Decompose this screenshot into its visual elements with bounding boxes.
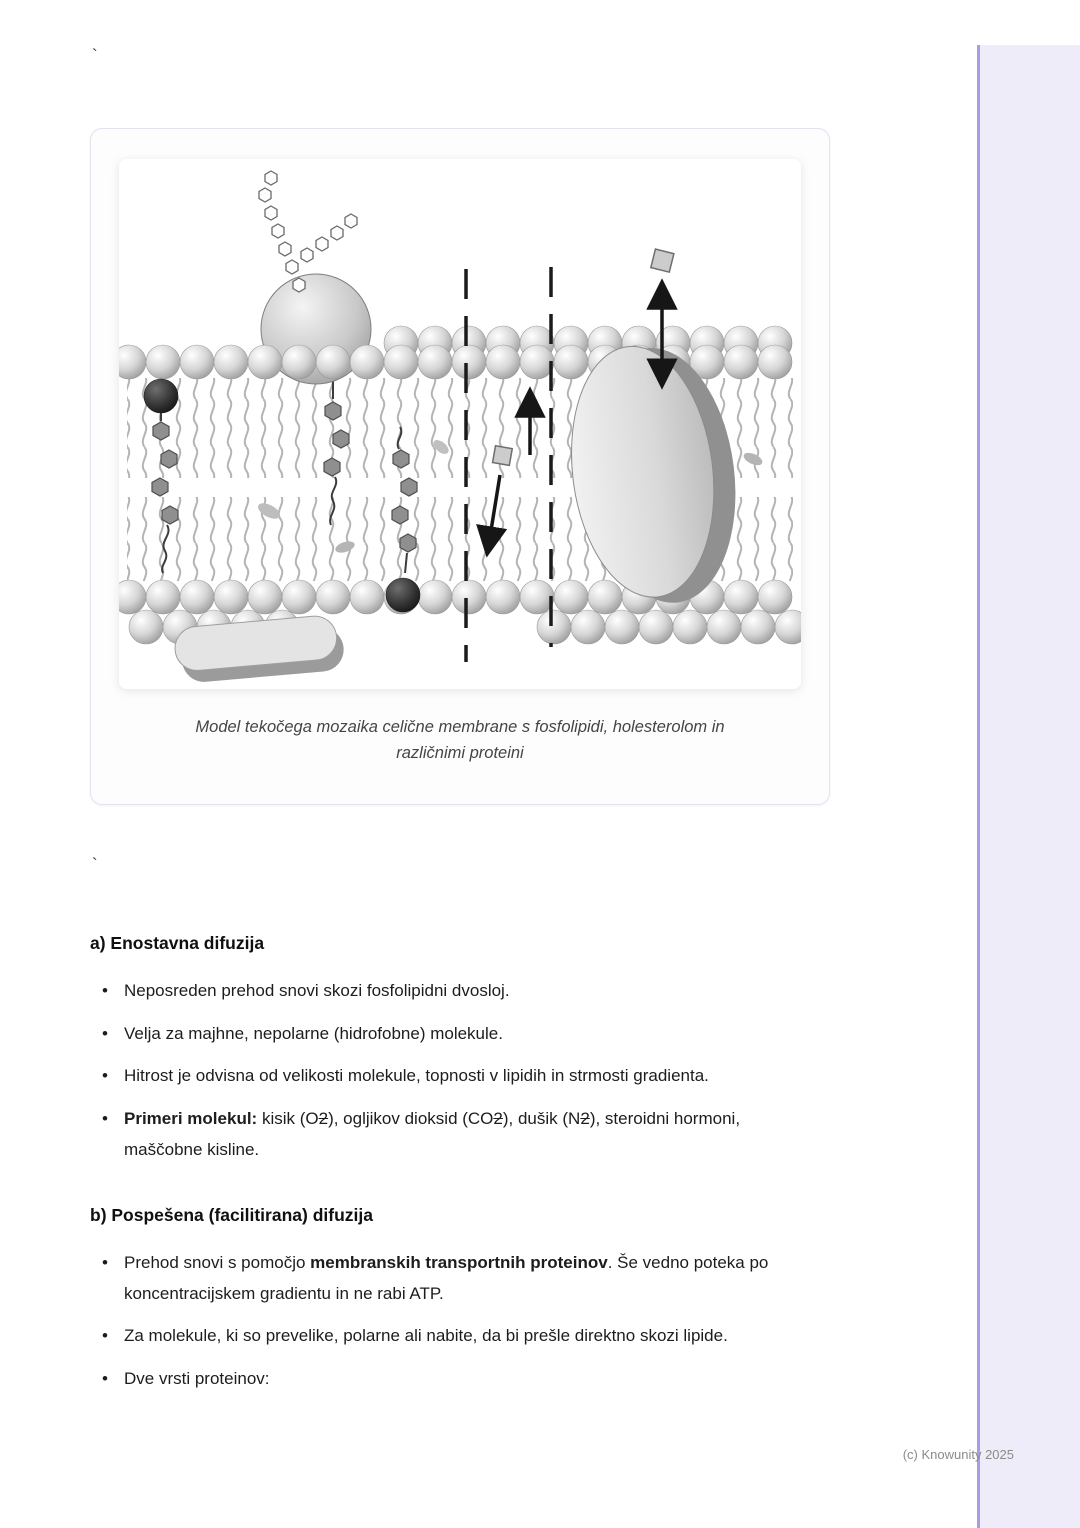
- list-item: [90, 1321, 790, 1352]
- glycolipid-dark-head: [144, 379, 178, 413]
- bullet-text: Velja za majhne, nepolarne (hidrofobne) molekule.: [124, 1023, 503, 1043]
- membrane-diagram: [119, 159, 801, 689]
- stray-backtick-top: `: [92, 46, 98, 65]
- section-b-list: [90, 1248, 830, 1394]
- list-item: [90, 976, 790, 1007]
- list-item: [90, 1248, 790, 1309]
- bullet-text: ), dušik (N: [502, 1108, 581, 1128]
- bullet-text: . Še vedno poteka po koncentracijskem gradientu in ne rabi ATP.: [124, 1253, 769, 1303]
- subscript-two: 2: [493, 1108, 503, 1128]
- bullet-bold-text: Primeri molekul:: [124, 1108, 258, 1128]
- dark-head-bottom: [386, 578, 420, 612]
- right-margin-strip: [977, 45, 1080, 1528]
- figure-image: [119, 159, 801, 689]
- section-a-heading: a) Enostavna difuzija: [90, 933, 265, 954]
- bullet-bold-text: membranskih transportnih proteinov: [310, 1253, 608, 1273]
- section-b-heading: b) Pospešena (facilitirana) difuzija: [90, 1205, 373, 1226]
- figure-caption: Model tekočega mozaika celične membrane s fosfolipidi, holesterolom in različnimi proteini: [195, 718, 725, 762]
- bullet-text: Dve vrsti proteinov:: [124, 1368, 270, 1388]
- figure-card: [90, 128, 830, 805]
- list-item: [90, 1061, 790, 1092]
- bullet-text: kisik (O: [257, 1108, 319, 1128]
- stray-backtick-middle: `: [92, 855, 98, 875]
- list-item: [90, 1364, 790, 1395]
- section-a-list: [90, 976, 830, 1165]
- bullet-text: Prehod snovi s pomočjo: [124, 1253, 311, 1273]
- bullet-text: ), steroidni hormoni, maščobne kisline.: [124, 1108, 741, 1159]
- bullet-text: ), ogljikov dioksid (CO: [328, 1108, 494, 1128]
- bullet-text: Hitrost je odvisna od velikosti molekule, topnosti v lipidih in strmosti gradienta.: [124, 1066, 709, 1086]
- list-item: [90, 1104, 790, 1165]
- subscript-two: 2: [318, 1108, 329, 1128]
- subscript-two: 2: [580, 1108, 590, 1128]
- bullet-text: Za molekule, ki so prevelike, polarne ali nabite, da bi prešle direktno skozi lipide.: [124, 1326, 728, 1346]
- copyright-watermark: (c) Knowunity 2025: [902, 1447, 1014, 1462]
- bullet-text: Neposreden prehod snovi skozi fosfolipidni dvosloj.: [124, 981, 510, 1001]
- content-column: [90, 128, 830, 1406]
- list-item: [90, 1019, 790, 1050]
